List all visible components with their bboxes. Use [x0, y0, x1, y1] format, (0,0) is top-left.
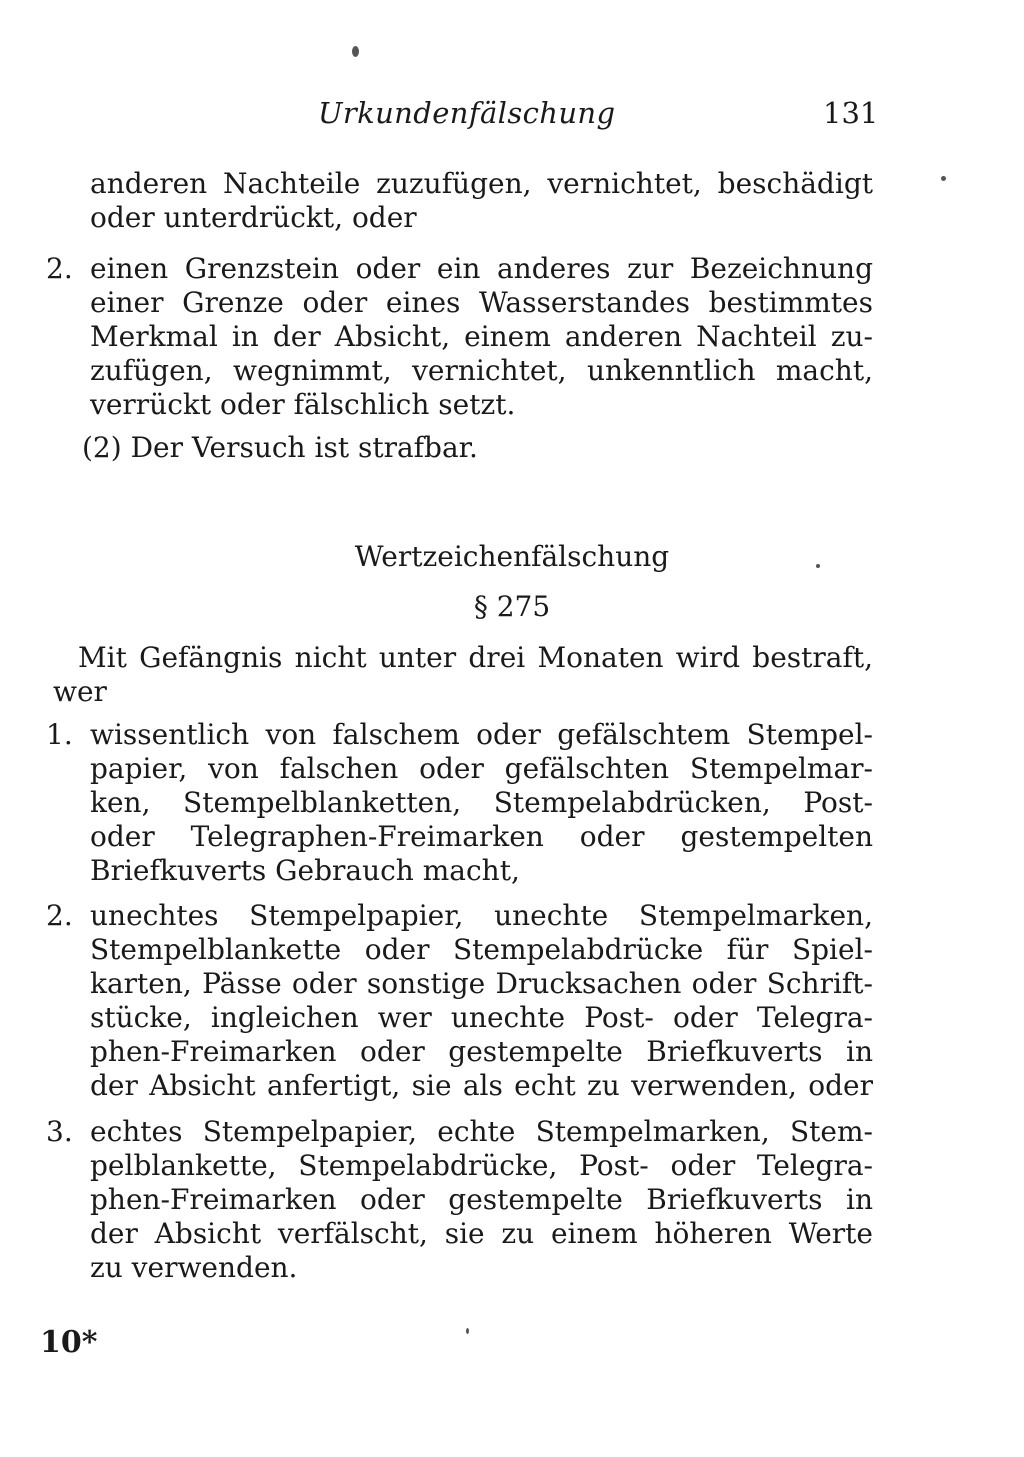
continuation-line: anderen Nachteile zuzufügen, vernichtet, beschädigt: [90, 167, 873, 200]
list-item-line: phen-Freimarken oder gestempelte Briefkuverts in: [90, 1183, 873, 1216]
list-item-line: echtes Stempelpapier, echte Stempelmarken, Stem-: [90, 1115, 873, 1148]
continuation-line: oder unterdrückt, oder: [90, 201, 417, 234]
page-header: [0, 96, 1024, 136]
list-item-line: der Absicht verfälscht, sie zu einem höheren Werte: [90, 1217, 873, 1250]
list-item-line: Briefkuverts Gebrauch macht,: [90, 854, 520, 887]
list-item-line: papier, von falschen oder gefälschten Stempelmar-: [90, 752, 873, 785]
list-item-line: karten, Pässe oder sonstige Drucksachen oder Schrift-: [90, 967, 873, 1000]
list-item-line: ken, Stempelblanketten, Stempelabdrücken, Post-: [90, 786, 873, 819]
list-number: 1.: [46, 718, 73, 751]
section-heading: Wertzeichenfälschung: [354, 540, 670, 573]
page-number: 131: [823, 96, 879, 130]
intro-line: Mit Gefängnis nicht unter drei Monaten wird bestraft,: [78, 641, 873, 674]
paragraph-2: (2) Der Versuch ist strafbar.: [82, 431, 478, 464]
ink-speck: [352, 46, 359, 57]
list-number: 2.: [46, 899, 73, 932]
list-number: 2.: [46, 252, 73, 285]
list-item-line: oder Telegraphen-Freimarken oder gestempelten: [90, 820, 873, 853]
list-item-line: zu verwenden.: [90, 1251, 298, 1284]
list-item-line: pelblankette, Stempelabdrücke, Post- oder Telegra-: [90, 1149, 873, 1182]
list-item-line: wissentlich von falschem oder gefälschtem Stempel-: [90, 718, 873, 751]
section-number: § 275: [473, 590, 551, 623]
running-title: Urkundenfälschung: [318, 96, 616, 130]
intro-line: wer: [53, 675, 107, 708]
list-number: 3.: [46, 1115, 73, 1148]
list-item-line: stücke, ingleichen wer unechte Post- oder Telegra-: [90, 1001, 873, 1034]
list-item-line: Stempelblankette oder Stempelabdrücke für Spiel-: [90, 933, 873, 966]
signature-mark: 10*: [40, 1325, 98, 1360]
list-item-line: der Absicht anfertigt, sie als echt zu verwenden, oder: [90, 1069, 873, 1102]
ink-speck: [466, 1328, 469, 1334]
list-item-line: Merkmal in der Absicht, einem anderen Nachteil zu-: [90, 320, 873, 353]
list-item-line: unechtes Stempelpapier, unechte Stempelmarken,: [90, 899, 873, 932]
list-item-line: einer Grenze oder eines Wasserstandes bestimmtes: [90, 286, 873, 319]
list-item-line: phen-Freimarken oder gestempelte Briefkuverts in: [90, 1035, 873, 1068]
list-item-line: zufügen, wegnimmt, vernichtet, unkenntlich macht,: [90, 354, 873, 387]
list-item-line: verrückt oder fälschlich setzt.: [90, 388, 516, 421]
list-item-line: einen Grenzstein oder ein anderes zur Bezeichnung: [90, 252, 873, 285]
ink-speck: [941, 176, 946, 181]
